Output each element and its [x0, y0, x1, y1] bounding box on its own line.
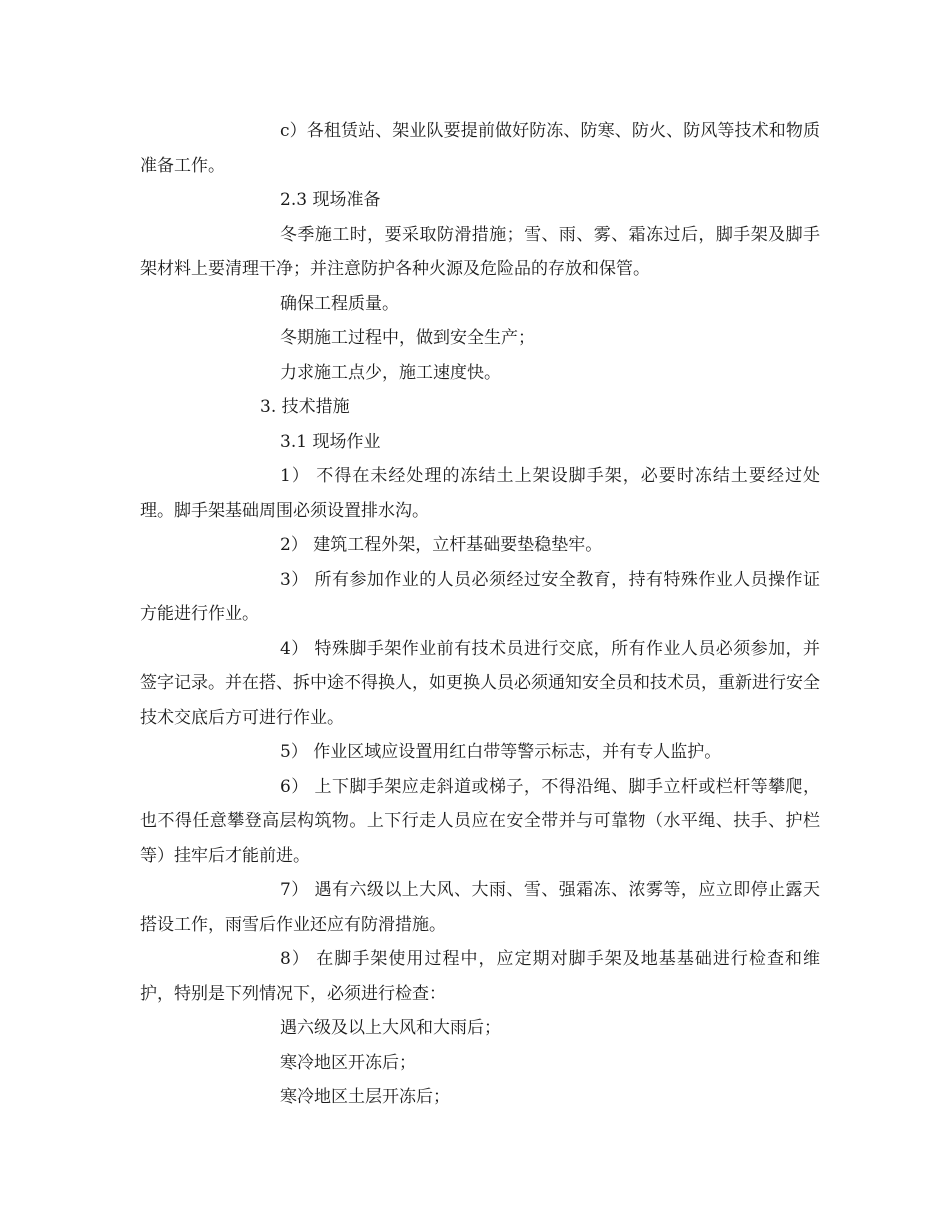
heading-3-1: 3.1 现场作业 [280, 431, 381, 452]
paragraph-quality: 确保工程质量。 [280, 293, 399, 314]
list-item-7: 7） 遇有六级以上大风、大雨、雪、强霜冻、浓雾等，应立即停止露天搭设工作，雨雪后作业还应有防滑措施。 [140, 880, 820, 935]
paragraph-c-preparation: c）各租赁站、架业队要提前做好防冻、防寒、防火、防风等技术和物质准备工作。 [140, 121, 820, 176]
list-item-5: 5） 作业区域应设置用红白带等警示标志，并有专人监护。 [280, 742, 722, 762]
document-body [140, 114, 820, 1115]
paragraph-speed: 力求施工点少，施工速度快。 [280, 362, 501, 383]
heading-2-3: 2.3 现场准备 [280, 190, 381, 210]
paragraph-winter-construction: 冬季施工时，要采取防滑措施；雪、雨、雾、霜冻过后，脚手架及脚手架材料上要清理干净；并注意防护各种火源及危险品的存放和保管。 [140, 224, 820, 279]
list-item-2: 2） 建筑工程外架，立杆基础要垫稳垫牢。 [280, 535, 603, 555]
list-item-1: 1） 不得在未经处理的冻结土上架设脚手架，必要时冻结土要经过处理。脚手架基础周围必须设置排水沟。 [140, 466, 820, 521]
paragraph-safety: 冬期施工过程中，做到安全生产； [280, 328, 535, 348]
check-case-thaw: 寒冷地区开冻后； [280, 1052, 416, 1073]
list-item-8: 8） 在脚手架使用过程中，应定期对脚手架及地基基础进行检查和维护，特别是下列情况下，必须进行检查： [140, 949, 820, 1004]
list-item-4: 4） 特殊脚手架作业前有技术员进行交底，所有作业人员必须参加，并签字记录。并在搭、拆中途不得换人，如更换人员必须通知安全员和技术员，重新进行安全技术交底后方可进行作业。 [140, 638, 820, 728]
list-item-6: 6） 上下脚手架应走斜道或梯子，不得沿绳、脚手立杆或栏杆等攀爬，也不得任意攀登高层构筑物。上下行走人员应在安全带并与可靠物（水平绳、扶手、护栏等）挂牢后才能前进。 [140, 776, 820, 866]
list-item-3: 3） 所有参加作业的人员必须经过安全教育，持有特殊作业人员操作证方能进行作业。 [140, 569, 820, 624]
check-case-wind-rain: 遇六级及以上大风和大雨后； [280, 1018, 501, 1038]
heading-3: 3. 技术措施 [260, 397, 350, 417]
check-case-soil-thaw: 寒冷地区土层开冻后； [280, 1087, 450, 1107]
